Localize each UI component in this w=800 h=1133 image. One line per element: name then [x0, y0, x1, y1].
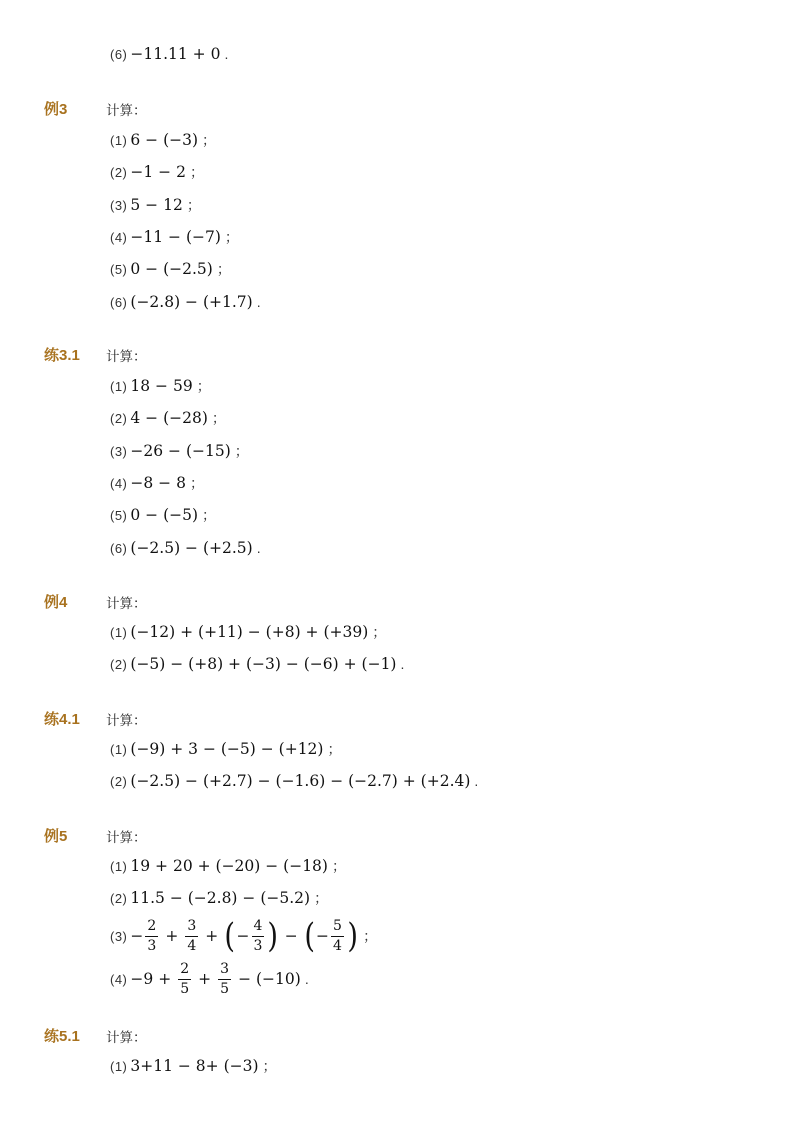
item-expression: 6 − (−3) — [130, 131, 199, 149]
item-end-mark: ； — [189, 164, 204, 180]
item-number: (2) — [110, 773, 128, 789]
item-expression: 4 − (−28) — [130, 409, 208, 427]
left-paren: ( — [304, 916, 315, 956]
item-expression: (−2.5) − (+2.5) — [130, 539, 253, 557]
plus-sign: + — [165, 927, 179, 945]
item-number: (1) — [110, 624, 128, 640]
fraction — [185, 918, 198, 953]
item-end-mark: . — [474, 773, 479, 789]
item-end-mark: ； — [327, 741, 342, 757]
plus-sign: + — [205, 927, 219, 945]
fraction — [252, 918, 265, 953]
item-expression: −8 − 8 — [130, 474, 186, 492]
item-number: (5) — [110, 261, 128, 277]
item-number: (1) — [110, 858, 128, 874]
item-end-mark: ； — [314, 890, 329, 906]
item-expression: −1 − 2 — [130, 163, 186, 181]
denominator: 3 — [253, 937, 263, 954]
denominator: 3 — [147, 937, 157, 954]
item-end-mark: ； — [234, 443, 249, 459]
continued-item — [110, 42, 228, 66]
item-number: (1) — [110, 1058, 128, 1074]
item-number: (2) — [110, 164, 128, 180]
list-item — [110, 737, 341, 761]
list-item — [110, 769, 478, 793]
item-expression: 19 + 20 + (−20) − (−18) — [130, 857, 328, 875]
section-intro-pr4-1: 计算： — [106, 713, 147, 728]
list-item — [110, 854, 346, 878]
numerator: 2 — [178, 961, 191, 979]
item-number: (4) — [110, 475, 128, 491]
section-intro-ex4: 计算： — [106, 596, 147, 611]
item-expression — [130, 961, 300, 996]
item-end-mark: ； — [186, 197, 201, 213]
item-end-mark: ； — [202, 132, 217, 148]
denominator: 5 — [180, 980, 190, 997]
right-paren: ) — [347, 916, 358, 956]
plus-sign: + — [198, 970, 212, 988]
section-label-pr3-1: 练3.1 — [44, 347, 80, 364]
item-number: (5) — [110, 507, 128, 523]
item-end-mark: ； — [216, 261, 231, 277]
section-label-ex5: 例5 — [44, 828, 68, 845]
section-label-pr5-1: 练5.1 — [44, 1028, 80, 1045]
list-item — [110, 1054, 277, 1078]
list-item — [110, 225, 239, 249]
list-item — [110, 128, 216, 152]
item-number: (6) — [110, 46, 128, 62]
list-item — [110, 160, 204, 184]
item-end-mark: ； — [189, 475, 204, 491]
section-label-ex4: 例4 — [44, 594, 68, 611]
item-number: (6) — [110, 294, 128, 310]
numerator: 3 — [185, 918, 198, 936]
item-end-mark: . — [304, 971, 309, 987]
denominator: 4 — [187, 937, 197, 954]
section-intro-ex3: 计算： — [106, 103, 147, 118]
section-intro-pr5-1: 计算： — [106, 1030, 147, 1045]
minus-sign: − — [315, 927, 329, 945]
list-item — [110, 439, 249, 463]
list-item — [110, 193, 201, 217]
item-end-mark: . — [256, 294, 261, 310]
list-item — [110, 503, 216, 527]
item-expression: 5 − 12 — [130, 196, 183, 214]
item-end-mark: ； — [363, 928, 378, 944]
item-number: (6) — [110, 540, 128, 556]
item-number: (2) — [110, 656, 128, 672]
list-item — [110, 536, 261, 560]
item-end-mark: ； — [211, 410, 226, 426]
item-expression: (−2.5) − (+2.7) − (−1.6) − (−2.7) + (+2.4) — [130, 772, 471, 790]
section-intro-ex5: 计算： — [106, 830, 147, 845]
item-number: (3) — [110, 197, 128, 213]
item-end-mark: ； — [262, 1058, 277, 1074]
minus-sign: − — [284, 927, 298, 945]
item-expression: −11 − (−7) — [130, 228, 221, 246]
item-number: (1) — [110, 378, 128, 394]
item-expression: 0 − (−2.5) — [130, 260, 213, 278]
item-expression: 3+11 − 8+ (−3) — [130, 1057, 259, 1075]
item-expression: −11.11 + 0 — [130, 45, 221, 63]
item-end-mark: . — [256, 540, 261, 556]
list-item — [110, 956, 309, 1002]
item-end-mark: ； — [196, 378, 211, 394]
list-item — [110, 652, 404, 676]
numerator: 5 — [331, 918, 344, 936]
term: − (−10) — [238, 970, 301, 988]
fraction — [178, 961, 191, 996]
item-number: (2) — [110, 410, 128, 426]
list-item — [110, 374, 211, 398]
section-intro-pr3-1: 计算： — [106, 349, 147, 364]
fraction — [218, 961, 231, 996]
item-end-mark: ； — [202, 507, 217, 523]
item-end-mark: ； — [224, 229, 239, 245]
minus-sign: − — [236, 927, 250, 945]
numerator: 4 — [252, 918, 265, 936]
minus-sign: − — [130, 927, 144, 945]
item-number: (3) — [110, 443, 128, 459]
item-number: (1) — [110, 132, 128, 148]
term: −9 — [130, 970, 154, 988]
item-number: (3) — [110, 928, 128, 944]
item-expression: (−12) + (+11) − (+8) + (+39) — [130, 623, 369, 641]
fraction — [145, 918, 158, 953]
list-item — [110, 471, 204, 495]
list-item — [110, 290, 261, 314]
item-number: (2) — [110, 890, 128, 906]
left-paren: ( — [224, 916, 236, 956]
section-label-ex3: 例3 — [44, 101, 68, 118]
item-expression: (−5) − (+8) + (−3) − (−6) + (−1) — [130, 655, 397, 673]
item-end-mark: ； — [372, 624, 387, 640]
right-paren: ) — [267, 916, 279, 956]
item-expression — [130, 916, 359, 956]
fraction — [331, 918, 344, 953]
item-expression: 0 − (−5) — [130, 506, 199, 524]
section-label-pr4-1: 练4.1 — [44, 711, 80, 728]
list-item — [110, 257, 231, 281]
numerator: 3 — [218, 961, 231, 979]
item-expression: −26 − (−15) — [130, 442, 231, 460]
item-number: (1) — [110, 741, 128, 757]
item-expression: 11.5 − (−2.8) − (−5.2) — [130, 889, 311, 907]
denominator: 4 — [332, 937, 342, 954]
plus-sign: + — [158, 970, 172, 988]
list-item — [110, 886, 328, 910]
list-item — [110, 406, 226, 430]
numerator: 2 — [145, 918, 158, 936]
denominator: 5 — [220, 980, 230, 997]
list-item — [110, 913, 377, 959]
list-item — [110, 620, 386, 644]
item-number: (4) — [110, 229, 128, 245]
item-end-mark: . — [400, 656, 405, 672]
item-number: (4) — [110, 971, 128, 987]
item-end-mark: ； — [331, 858, 346, 874]
item-expression: (−9) + 3 − (−5) − (+12) — [130, 740, 324, 758]
item-expression: 18 − 59 — [130, 377, 193, 395]
item-end-mark: . — [224, 46, 229, 62]
item-expression: (−2.8) − (+1.7) — [130, 293, 253, 311]
